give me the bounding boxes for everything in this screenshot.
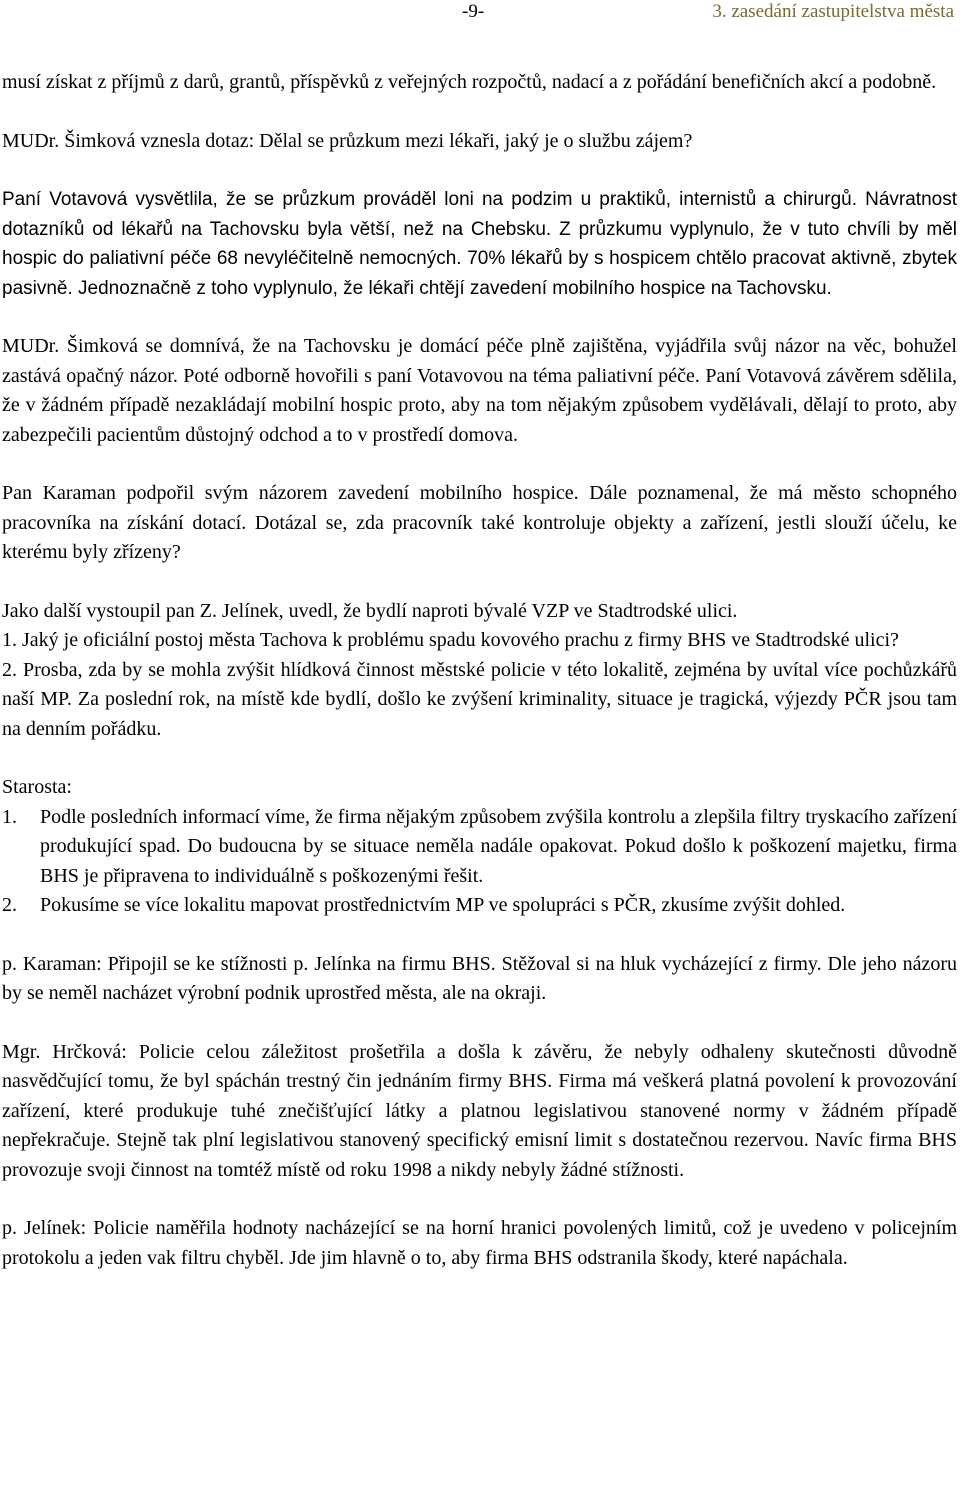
paragraph-jelinek-reply: p. Jelínek: Policie naměřila hodnoty nacházející se na horní hranici povolených limitů, což je uvedeno v policejním protokolu a jeden vak filtru chyběl. Jde jim hlavně o to, aby firma BHS odstranila škody, které napáchala. [2,1217,957,1269]
page-header [0,0,960,24]
paragraph-jelinek-intro: Jako další vystoupil pan Z. Jelínek, uvedl, že bydlí naproti bývalé VZP ve Stadtrodské ulici. [2,599,738,622]
paragraph-jelinek-question-2: 2. Prosba, zda by se mohla zvýšit hlídková činnost městské policie v této lokalitě, zejména by uvítal více pochůzkářů naší MP. Za poslední rok, na místě kde bydlí, došlo ke zvýšení kriminality, situace je tragická, výjezdy PČR jsou tam na denním pořádku. [2,658,957,740]
list-item-number: 1. [2,805,17,828]
list-item-text: Podle posledních informací víme, že firma nějakým způsobem zvýšila kontrolu a zlepšila filtry tryskacího zařízení produkující spad. Do budoucna by se situace neměla nadále opakovat. Pokud došlo k poškození majetku, firma BHS je připravena to individuálně s poškozenými řešit. [40,805,957,887]
page-number: -9- [462,1,485,22]
list-item [2,803,957,892]
paragraph-votavova-survey: Paní Votavová vysvětlila, že se průzkum prováděl loni na podzim u praktiků, internistů a chirurgů. Návratnost dotazníků od lékařů na Tachovsku byla větší, než na Chebsku. Z průzkumu vyplynulo, že v tuto chvíli by měl hospic do paliativní péče 68 nevyléčitelně nemocných. 70% lékařů by s hospicem chtělo pracovat aktivně, zbytek pasivně. Jednoznačně z toho vyplynulo, že lékaři chtějí zavedení mobilního hospice na Tachovsku. [2,189,957,299]
running-title: 3. zasedání zastupitelstva města [712,1,954,22]
list-item-number: 2. [2,894,17,916]
document-body [2,68,957,1273]
paragraph-hrckova: Mgr. Hrčková: Policie celou záležitost prošetřila a došla k závěru, že nebyly odhaleny skutečnosti důvodně nasvědčující tomu, že byl spáchán trestný čin jednáním firmy BHS. Firma má veškerá platná povolení k provozování zařízení, které produkuje tuhé znečišťující látky a platnou legislativou stanovené normy v žádném případě nepřekračuje. Stejně tak plní legislativou stanovený specifický emisní limit s dostatečnou rezervou. Navíc firma BHS provozuje svoji činnost na tomtéž místě od roku 1998 a nikdy nebyly žádné stížnosti. [2,1040,957,1181]
starosta-label: Starosta: [2,776,72,798]
paragraph-karaman-complaint: p. Karaman: Připojil se ke stížnosti p. Jelínka na firmu BHS. Stěžoval si na hluk vycházející z firmy. Dle jeho názoru by se neměl nacházet výrobní podnik uprostřed města, ale na okraji. [2,952,957,1004]
paragraph-karaman: Pan Karaman podpořil svým názorem zavedení mobilního hospice. Dále poznamenal, že má město schopného pracovníka na získání dotací. Dotázal se, zda pracovník také kontroluje objekty a zařízení, jestli slouží účelu, ke kterému byly zřízeny? [2,482,957,563]
paragraph-simkova-question: MUDr. Šimková vznesla dotaz: Dělal se průzkum mezi lékaři, jaký je o službu zájem? [2,129,693,152]
paragraph-jelinek-question-1: 1. Jaký je oficiální postoj města Tachova k problému spadu kovového prachu z firmy BHS ve Stadtrodské ulici? [2,629,899,651]
list-item-text: Pokusíme se více lokalitu mapovat prostřednictvím MP ve spolupráci s PČR, zkusíme zvýšit dohled. [40,894,846,916]
paragraph-donations: musí získat z příjmů z darů, grantů, příspěvků z veřejných rozpočtů, nadací a z pořádání benefičních akcí a podobně. [2,71,937,93]
paragraph-simkova-opinion: MUDr. Šimková se domnívá, že na Tachovsku je domácí péče plně zajištěna, vyjádřila svůj názor na věc, bohužel zastává opačný názor. Poté odborně hovořili s paní Votavovou na téma paliativní péče. Paní Votavová závěrem sdělila, že v žádném případě nezakládají mobilní hospic proto, aby na tom nějakým způsobem vydělávali, dělají to proto, aby zabezpečili pacientům důstojný odchod a to v prostředí domova. [2,335,957,446]
list-item [2,891,957,921]
